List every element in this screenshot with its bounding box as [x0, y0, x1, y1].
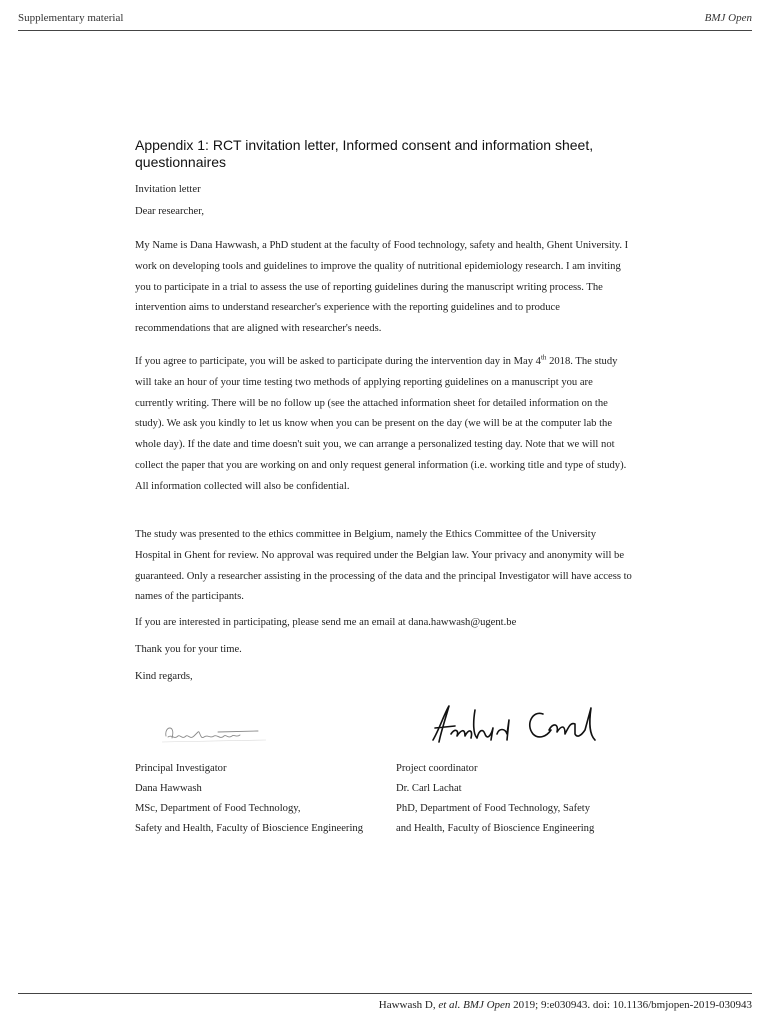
paragraph-thanks: Thank you for your time. [135, 644, 242, 655]
signature-block-principal-investigator [135, 759, 395, 839]
signatory-affiliation-line2: and Health, Faculty of Bioscience Engineering [396, 823, 595, 834]
footer-rule [18, 993, 752, 994]
signatory-name: Dr. Carl Lachat [396, 783, 462, 794]
appendix-title: Appendix 1: RCT invitation letter, Informed consent and information sheet, questionnaires [135, 137, 594, 170]
signatory-name: Dana Hawwash [135, 783, 202, 794]
participation-text-start: If you agree to participate, you will be asked to participate during the intervention day in May 4 [135, 356, 541, 367]
paragraph-closing: Kind regards, [135, 671, 193, 682]
paragraph-introduction: My Name is Dana Hawwash, a PhD student at the faculty of Food technology, safety and health, Ghent University. I work on developing tools and guidelines to improve the quality of nutritional epidemiology research. I am inviting you to participate in a trial to assess the use of reporting guidelines during the manuscript writing process. The intervention aims to understand researcher's experience with the reporting guidelines and to produce recommendations that are aligned with researcher's needs. [135, 240, 629, 335]
letter-salutation: Dear researcher, [135, 206, 204, 217]
signatory-affiliation-line1: MSc, Department of Food Technology, [135, 803, 301, 814]
signatory-role: Principal Investigator [135, 763, 227, 774]
signature-carl-lachat [425, 700, 605, 750]
letter-subtitle: Invitation letter [135, 184, 201, 195]
paragraph-contact: If you are interested in participating, please send me an email at dana.hawwash@ugent.be [135, 617, 517, 628]
participation-text-end: 2018. The study will take an hour of your time testing two methods of applying reporting guidelines on a manuscript you are currently writing. There will be no follow up (see the attached information sheet for detailed information on the study). We ask you kindly to let us know when you can be present on the day (we will be at the computer lab the whole day). If the date and time doesn't suit you, we can arrange a personalized testing day. Note that we will not collect the paper that you are working on and only request general information (i.e. working title and type of study). All information collected will also be confidential. [135, 356, 627, 492]
header-rule [18, 30, 752, 31]
signature-block-project-coordinator [396, 759, 646, 839]
footer-citation: 2019; 9:e030943. doi: 10.1136/bmjopen-2019-030943 [510, 999, 752, 1011]
signatory-affiliation-line2: Safety and Health, Faculty of Bioscience Engineering [135, 823, 363, 834]
ordinal-suffix: th [540, 353, 547, 362]
citation-footer [379, 999, 752, 1011]
signatory-role: Project coordinator [396, 763, 478, 774]
footer-authors: Hawwash D, [378, 999, 439, 1011]
footer-journal: BMJ Open [463, 999, 511, 1011]
paragraph-ethics: The study was presented to the ethics committee in Belgium, namely the Ethics Committee of the University Hospital in Ghent for review. No approval was required under the Belgian law. Your privacy and anonymity will be guaranteed. Only a researcher assisting in the processing of the data and the principal Investigator will have access to names of the participants. [135, 529, 632, 603]
paragraph-participation [135, 352, 633, 498]
running-header-left: Supplementary material [18, 12, 124, 24]
signature-dana-hawwash [162, 718, 272, 748]
signatory-affiliation-line1: PhD, Department of Food Technology, Safety [396, 803, 591, 814]
footer-etal: et al. [438, 999, 461, 1011]
running-header-journal: BMJ Open [704, 12, 752, 24]
